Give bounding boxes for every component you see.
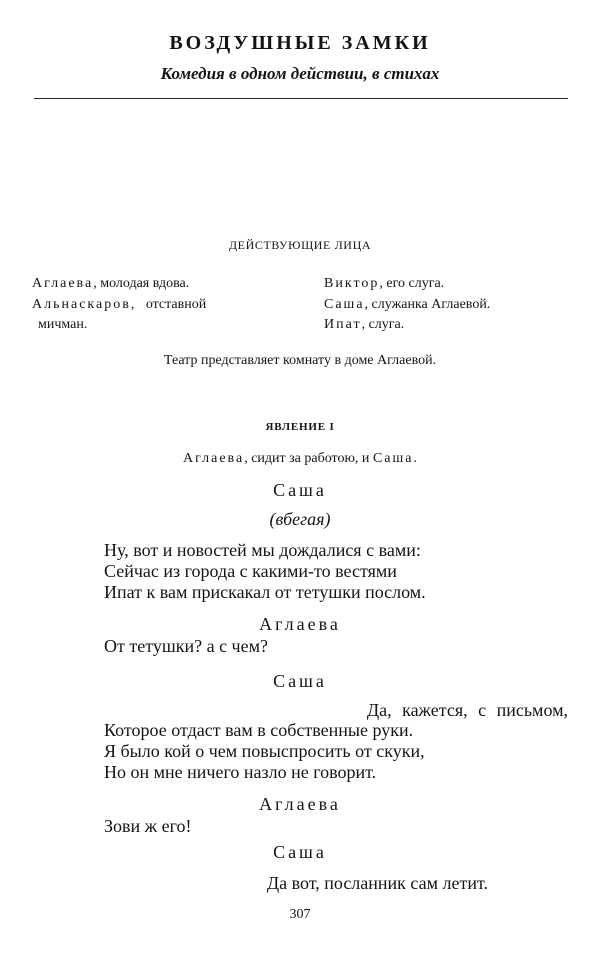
verse-line: Ну, вот и новостей мы дождалися с вами: [104, 540, 421, 560]
cast-entry-alnaskarov-cont [38, 317, 87, 333]
scene-name: Саша [372, 451, 414, 466]
scene-text: , сидит за работою, и [244, 451, 373, 466]
title-rule [34, 98, 568, 99]
cast-entry-ipat [324, 317, 404, 333]
cast-name: Аглаева [32, 276, 94, 291]
play-title: ВОЗДУШНЫЕ ЗАМКИ [169, 32, 431, 54]
speaker-name: Аглаева [259, 614, 341, 634]
cast-name: Саша [324, 297, 365, 312]
cast-desc: , его слуга. [379, 276, 445, 291]
verse-line: Да, кажется, с письмом, [366, 700, 568, 720]
cast-entry-viktor [324, 276, 444, 292]
page-number: 307 [289, 907, 311, 922]
verse-line: Ипат к вам прискакал от тетушки послом. [104, 582, 426, 602]
cast-name: Альнаскаров [32, 297, 131, 312]
cast-name: Виктор [324, 276, 380, 291]
verse-line: Которое отдаст вам в собственные руки. [104, 720, 414, 740]
speaker-name: Аглаева [259, 794, 341, 814]
stage-direction: (вбегая) [269, 509, 331, 529]
play-subtitle: Комедия в одном действии, в стихах [160, 64, 440, 83]
verse-line: Сейчас из города с какими-то вестями [104, 561, 397, 581]
scene-description [0, 451, 600, 467]
cast-desc: , слуга. [361, 317, 405, 332]
cast-name: Ипат [324, 317, 362, 332]
cast-desc: , молодая вдова. [93, 276, 190, 291]
cast-entry-alnaskarov [32, 297, 206, 313]
speaker-name: Саша [273, 842, 327, 862]
cast-entry-sasha [324, 297, 490, 313]
cast-desc: , отставной [130, 297, 207, 312]
cast-desc: мичман. [38, 317, 88, 332]
speaker-name: Саша [273, 480, 327, 500]
verse-line: Зови ж его! [104, 816, 192, 836]
speaker-name: Саша [273, 671, 327, 691]
cast-entry-aglaeva [32, 276, 189, 292]
verse-line: От тетушки? а с чем? [104, 636, 268, 656]
cast-heading: ДЕЙСТВУЮЩИЕ ЛИЦА [228, 238, 372, 252]
cast-desc: , служанка Аглаевой. [364, 297, 491, 312]
scene-heading: ЯВЛЕНИЕ I [265, 421, 335, 433]
scene-name: Аглаева [183, 451, 245, 466]
verse-line: Но он мне ничего назло не говорит. [104, 762, 377, 782]
verse-line: Я было кой о чем повыспросить от скуки, [104, 741, 425, 761]
verse-line: Да вот, посланник сам летит. [266, 873, 488, 893]
scene-text: . [413, 451, 417, 466]
stage-setting: Театр представляет комнату в доме Аглаевой. [163, 353, 437, 368]
